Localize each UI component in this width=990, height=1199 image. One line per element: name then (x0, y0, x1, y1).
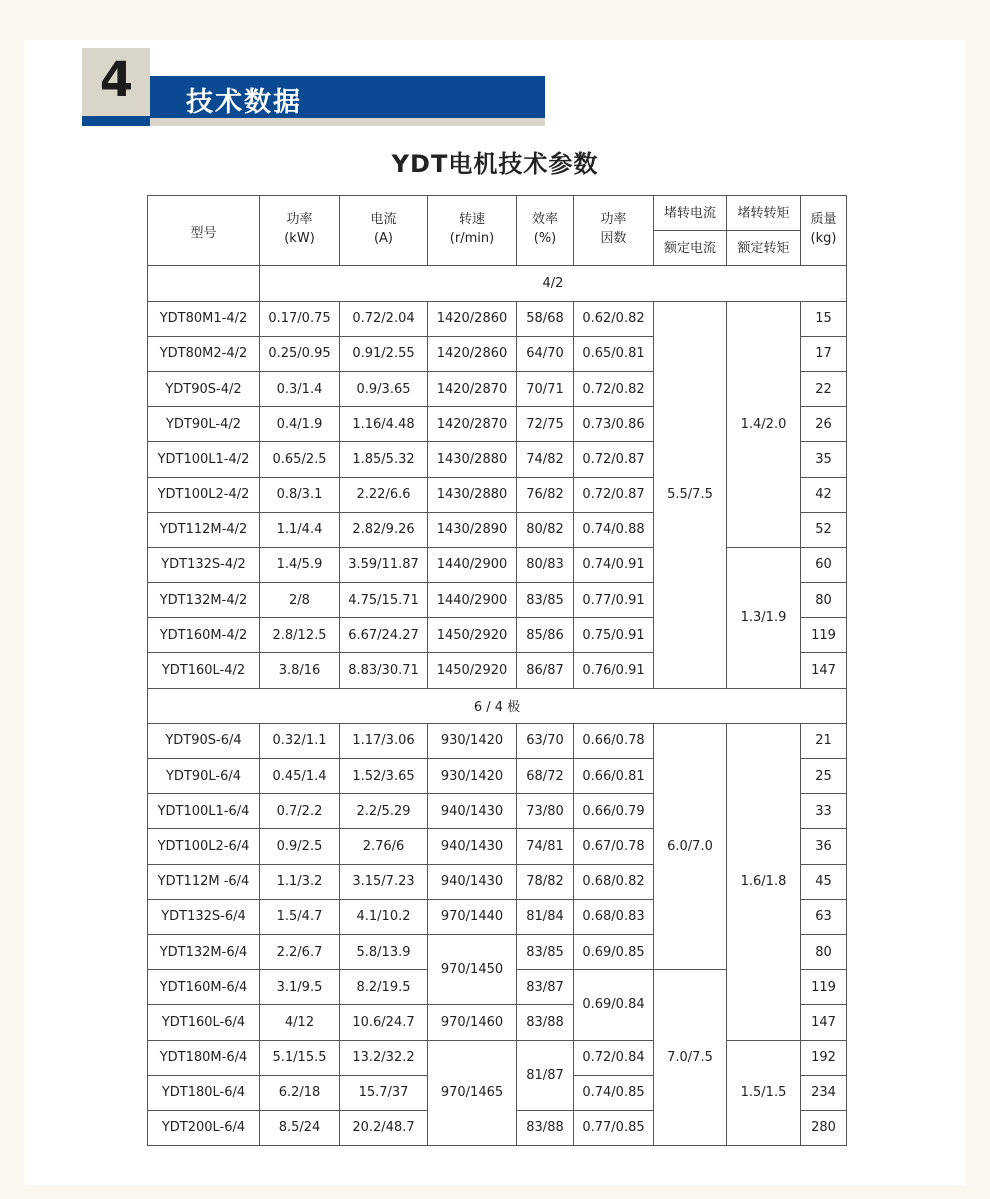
cell-speed: 930/1420 (428, 723, 517, 758)
cell-power: 5.1/15.5 (260, 1040, 340, 1075)
header-mass-label: 质量 (810, 212, 837, 227)
cell-power-factor: 0.77/0.85 (574, 1110, 654, 1145)
cell-current: 2.76/6 (340, 829, 428, 864)
cell-mass: 52 (801, 512, 847, 547)
header-efficiency-label: 效率 (531, 212, 558, 227)
cell-efficiency: 85/86 (517, 618, 574, 653)
cell-efficiency: 74/81 (517, 829, 574, 864)
section-number-box (82, 48, 150, 126)
cell-current: 3.15/7.23 (340, 864, 428, 899)
header-locked-current: 堵转电流 (654, 196, 727, 231)
cell-current: 10.6/24.7 (340, 1005, 428, 1040)
header-current-unit: (A) (373, 231, 394, 246)
section-number: 4 (99, 52, 133, 108)
cell-power-factor: 0.62/0.82 (574, 301, 654, 336)
cell-power-factor: 0.68/0.82 (574, 864, 654, 899)
cell-locked-torque-ratio: 1.6/1.8 (727, 723, 801, 1040)
cell-efficiency: 70/71 (517, 371, 574, 406)
cell-efficiency: 83/88 (517, 1110, 574, 1145)
cell-efficiency: 80/83 (517, 547, 574, 582)
cell-power-factor: 0.65/0.81 (574, 336, 654, 371)
cell-power-factor: 0.69/0.84 (574, 970, 654, 1040)
header-power (260, 196, 340, 266)
cell-mass: 80 (801, 934, 847, 969)
cell-locked-current-ratio: 7.0/7.5 (654, 970, 727, 1146)
header-pf-line1: 功率 (600, 212, 627, 227)
cell-speed: 1430/2880 (428, 442, 517, 477)
cell-efficiency: 86/87 (517, 653, 574, 688)
cell-speed: 1420/2870 (428, 407, 517, 442)
cell-model: YDT90L-4/2 (148, 407, 260, 442)
cell-model: YDT132M-4/2 (148, 583, 260, 618)
cell-efficiency: 81/84 (517, 899, 574, 934)
header-efficiency (517, 196, 574, 266)
header-rated-torque: 额定转矩 (727, 231, 801, 266)
cell-model: YDT112M-4/2 (148, 512, 260, 547)
cell-model: YDT90L-6/4 (148, 759, 260, 794)
cell-model: YDT180M-6/4 (148, 1040, 260, 1075)
cell-power: 0.7/2.2 (260, 794, 340, 829)
section-42-body (148, 266, 847, 688)
cell-power: 2/8 (260, 583, 340, 618)
cell-current: 1.85/5.32 (340, 442, 428, 477)
cell-locked-torque-ratio: 1.5/1.5 (727, 1040, 801, 1146)
cell-model: YDT132S-4/2 (148, 547, 260, 582)
cell-speed: 1420/2860 (428, 301, 517, 336)
cell-speed: 970/1465 (428, 1040, 517, 1146)
header-current-label: 电流 (370, 212, 397, 227)
cell-mass: 17 (801, 336, 847, 371)
cell-current: 8.83/30.71 (340, 653, 428, 688)
header-speed-label: 转速 (458, 212, 485, 227)
section-42-blank-cell (148, 266, 260, 301)
cell-current: 2.22/6.6 (340, 477, 428, 512)
cell-speed: 970/1440 (428, 899, 517, 934)
header-power-unit: (kW) (284, 231, 315, 246)
cell-current: 0.91/2.55 (340, 336, 428, 371)
table-row (148, 1040, 847, 1075)
cell-speed: 970/1450 (428, 934, 517, 1004)
cell-power: 1.5/4.7 (260, 899, 340, 934)
cell-model: YDT100L1-4/2 (148, 442, 260, 477)
cell-power-factor: 0.72/0.87 (574, 477, 654, 512)
cell-mass: 42 (801, 477, 847, 512)
cell-power: 0.65/2.5 (260, 442, 340, 477)
cell-mass: 60 (801, 547, 847, 582)
cell-power: 6.2/18 (260, 1075, 340, 1110)
cell-efficiency: 81/87 (517, 1040, 574, 1110)
cell-power-factor: 0.66/0.79 (574, 794, 654, 829)
section-title-underline (150, 118, 545, 126)
cell-power-factor: 0.66/0.78 (574, 723, 654, 758)
cell-current: 0.72/2.04 (340, 301, 428, 336)
cell-speed: 1450/2920 (428, 618, 517, 653)
cell-power-factor: 0.73/0.86 (574, 407, 654, 442)
cell-power-factor: 0.69/0.85 (574, 934, 654, 969)
section-header (82, 48, 545, 126)
section-title: 技术数据 (186, 87, 302, 118)
cell-efficiency: 78/82 (517, 864, 574, 899)
cell-mass: 147 (801, 653, 847, 688)
cell-power-factor: 0.72/0.87 (574, 442, 654, 477)
header-model: 型号 (148, 196, 260, 266)
cell-efficiency: 83/85 (517, 934, 574, 969)
cell-current: 4.75/15.71 (340, 583, 428, 618)
cell-power: 1.1/4.4 (260, 512, 340, 547)
header-current (340, 196, 428, 266)
header-pf-line2: 因数 (600, 231, 627, 246)
cell-locked-torque-ratio: 1.3/1.9 (727, 547, 801, 688)
section-64-body (148, 688, 847, 1145)
cell-efficiency: 64/70 (517, 336, 574, 371)
cell-power-factor: 0.72/0.82 (574, 371, 654, 406)
section-64-label: 6 / 4 极 (148, 688, 847, 723)
cell-current: 20.2/48.7 (340, 1110, 428, 1145)
cell-efficiency: 73/80 (517, 794, 574, 829)
cell-power: 8.5/24 (260, 1110, 340, 1145)
cell-current: 13.2/32.2 (340, 1040, 428, 1075)
cell-power: 0.8/3.1 (260, 477, 340, 512)
cell-model: YDT160M-6/4 (148, 970, 260, 1005)
header-locked-torque: 堵转转矩 (727, 196, 801, 231)
header-row-1 (148, 196, 847, 231)
cell-model: YDT200L-6/4 (148, 1110, 260, 1145)
cell-power: 0.25/0.95 (260, 336, 340, 371)
cell-speed: 1430/2880 (428, 477, 517, 512)
cell-mass: 21 (801, 723, 847, 758)
cell-mass: 22 (801, 371, 847, 406)
cell-power: 2.2/6.7 (260, 934, 340, 969)
cell-power-factor: 0.66/0.81 (574, 759, 654, 794)
cell-current: 3.59/11.87 (340, 547, 428, 582)
cell-model: YDT100L2-6/4 (148, 829, 260, 864)
cell-efficiency: 83/88 (517, 1005, 574, 1040)
cell-speed: 1420/2870 (428, 371, 517, 406)
section-row-64 (148, 688, 847, 723)
cell-speed: 940/1430 (428, 794, 517, 829)
cell-current: 1.16/4.48 (340, 407, 428, 442)
header-speed (428, 196, 517, 266)
cell-power: 0.3/1.4 (260, 371, 340, 406)
cell-locked-current-ratio: 5.5/7.5 (654, 301, 727, 688)
cell-current: 8.2/19.5 (340, 970, 428, 1005)
cell-efficiency: 80/82 (517, 512, 574, 547)
doc-title: YDT电机技术参数 (391, 150, 599, 178)
cell-power: 0.4/1.9 (260, 407, 340, 442)
cell-speed: 930/1420 (428, 759, 517, 794)
cell-power-factor: 0.75/0.91 (574, 618, 654, 653)
cell-power-factor: 0.67/0.78 (574, 829, 654, 864)
header-mass (801, 196, 847, 266)
cell-current: 4.1/10.2 (340, 899, 428, 934)
cell-mass: 119 (801, 970, 847, 1005)
cell-power: 3.8/16 (260, 653, 340, 688)
cell-power: 3.1/9.5 (260, 970, 340, 1005)
cell-model: YDT100L2-4/2 (148, 477, 260, 512)
cell-current: 6.67/24.27 (340, 618, 428, 653)
cell-current: 5.8/13.9 (340, 934, 428, 969)
cell-current: 2.2/5.29 (340, 794, 428, 829)
cell-locked-torque-ratio: 1.4/2.0 (727, 301, 801, 547)
cell-mass: 192 (801, 1040, 847, 1075)
cell-power-factor: 0.74/0.91 (574, 547, 654, 582)
cell-efficiency: 83/85 (517, 583, 574, 618)
cell-mass: 147 (801, 1005, 847, 1040)
cell-mass: 280 (801, 1110, 847, 1145)
cell-current: 15.7/37 (340, 1075, 428, 1110)
cell-mass: 15 (801, 301, 847, 336)
cell-power-factor: 0.68/0.83 (574, 899, 654, 934)
cell-efficiency: 68/72 (517, 759, 574, 794)
cell-speed: 1420/2860 (428, 336, 517, 371)
cell-efficiency: 63/70 (517, 723, 574, 758)
cell-power: 0.45/1.4 (260, 759, 340, 794)
cell-efficiency: 72/75 (517, 407, 574, 442)
cell-power-factor: 0.72/0.84 (574, 1040, 654, 1075)
table-row (148, 547, 847, 582)
cell-speed: 1430/2890 (428, 512, 517, 547)
cell-model: YDT100L1-6/4 (148, 794, 260, 829)
cell-current: 1.52/3.65 (340, 759, 428, 794)
cell-mass: 33 (801, 794, 847, 829)
header-mass-unit: (kg) (810, 231, 837, 246)
cell-model: YDT80M2-4/2 (148, 336, 260, 371)
cell-model: YDT90S-6/4 (148, 723, 260, 758)
cell-model: YDT112M -6/4 (148, 864, 260, 899)
cell-efficiency: 74/82 (517, 442, 574, 477)
cell-power-factor: 0.76/0.91 (574, 653, 654, 688)
cell-mass: 36 (801, 829, 847, 864)
cell-mass: 45 (801, 864, 847, 899)
cell-current: 1.17/3.06 (340, 723, 428, 758)
section-title-band (150, 76, 545, 118)
cell-power: 4/12 (260, 1005, 340, 1040)
header-speed-unit: (r/min) (449, 231, 495, 246)
cell-power-factor: 0.77/0.91 (574, 583, 654, 618)
cell-model: YDT160L-6/4 (148, 1005, 260, 1040)
cell-power: 1.4/5.9 (260, 547, 340, 582)
cell-power-factor: 0.74/0.88 (574, 512, 654, 547)
cell-current: 0.9/3.65 (340, 371, 428, 406)
cell-power: 0.9/2.5 (260, 829, 340, 864)
cell-power: 0.17/0.75 (260, 301, 340, 336)
cell-efficiency: 58/68 (517, 301, 574, 336)
cell-efficiency: 76/82 (517, 477, 574, 512)
cell-mass: 25 (801, 759, 847, 794)
cell-model: YDT160L-4/2 (148, 653, 260, 688)
cell-model: YDT180L-6/4 (148, 1075, 260, 1110)
cell-mass: 63 (801, 899, 847, 934)
cell-current: 2.82/9.26 (340, 512, 428, 547)
cell-speed: 940/1430 (428, 829, 517, 864)
cell-mass: 234 (801, 1075, 847, 1110)
cell-power-factor: 0.74/0.85 (574, 1075, 654, 1110)
cell-model: YDT160M-4/2 (148, 618, 260, 653)
cell-mass: 26 (801, 407, 847, 442)
cell-model: YDT80M1-4/2 (148, 301, 260, 336)
header-efficiency-unit: (%) (533, 231, 557, 246)
spec-table (147, 195, 847, 1146)
section-42-label: 4/2 (260, 266, 847, 301)
cell-model: YDT132M-6/4 (148, 934, 260, 969)
cell-speed: 970/1460 (428, 1005, 517, 1040)
cell-mass: 80 (801, 583, 847, 618)
cell-power: 2.8/12.5 (260, 618, 340, 653)
cell-mass: 35 (801, 442, 847, 477)
cell-speed: 1440/2900 (428, 547, 517, 582)
cell-power: 0.32/1.1 (260, 723, 340, 758)
header-power-factor (574, 196, 654, 266)
cell-speed: 1440/2900 (428, 583, 517, 618)
cell-speed: 940/1430 (428, 864, 517, 899)
cell-power: 1.1/3.2 (260, 864, 340, 899)
cell-locked-current-ratio: 6.0/7.0 (654, 723, 727, 969)
table-row (148, 301, 847, 336)
cell-mass: 119 (801, 618, 847, 653)
section-row-42 (148, 266, 847, 301)
cell-efficiency: 83/87 (517, 970, 574, 1005)
table-row (148, 723, 847, 758)
section-number-underline (82, 116, 150, 126)
header-power-label: 功率 (286, 212, 313, 227)
cell-speed: 1450/2920 (428, 653, 517, 688)
header-rated-current: 额定电流 (654, 231, 727, 266)
cell-model: YDT90S-4/2 (148, 371, 260, 406)
cell-model: YDT132S-6/4 (148, 899, 260, 934)
